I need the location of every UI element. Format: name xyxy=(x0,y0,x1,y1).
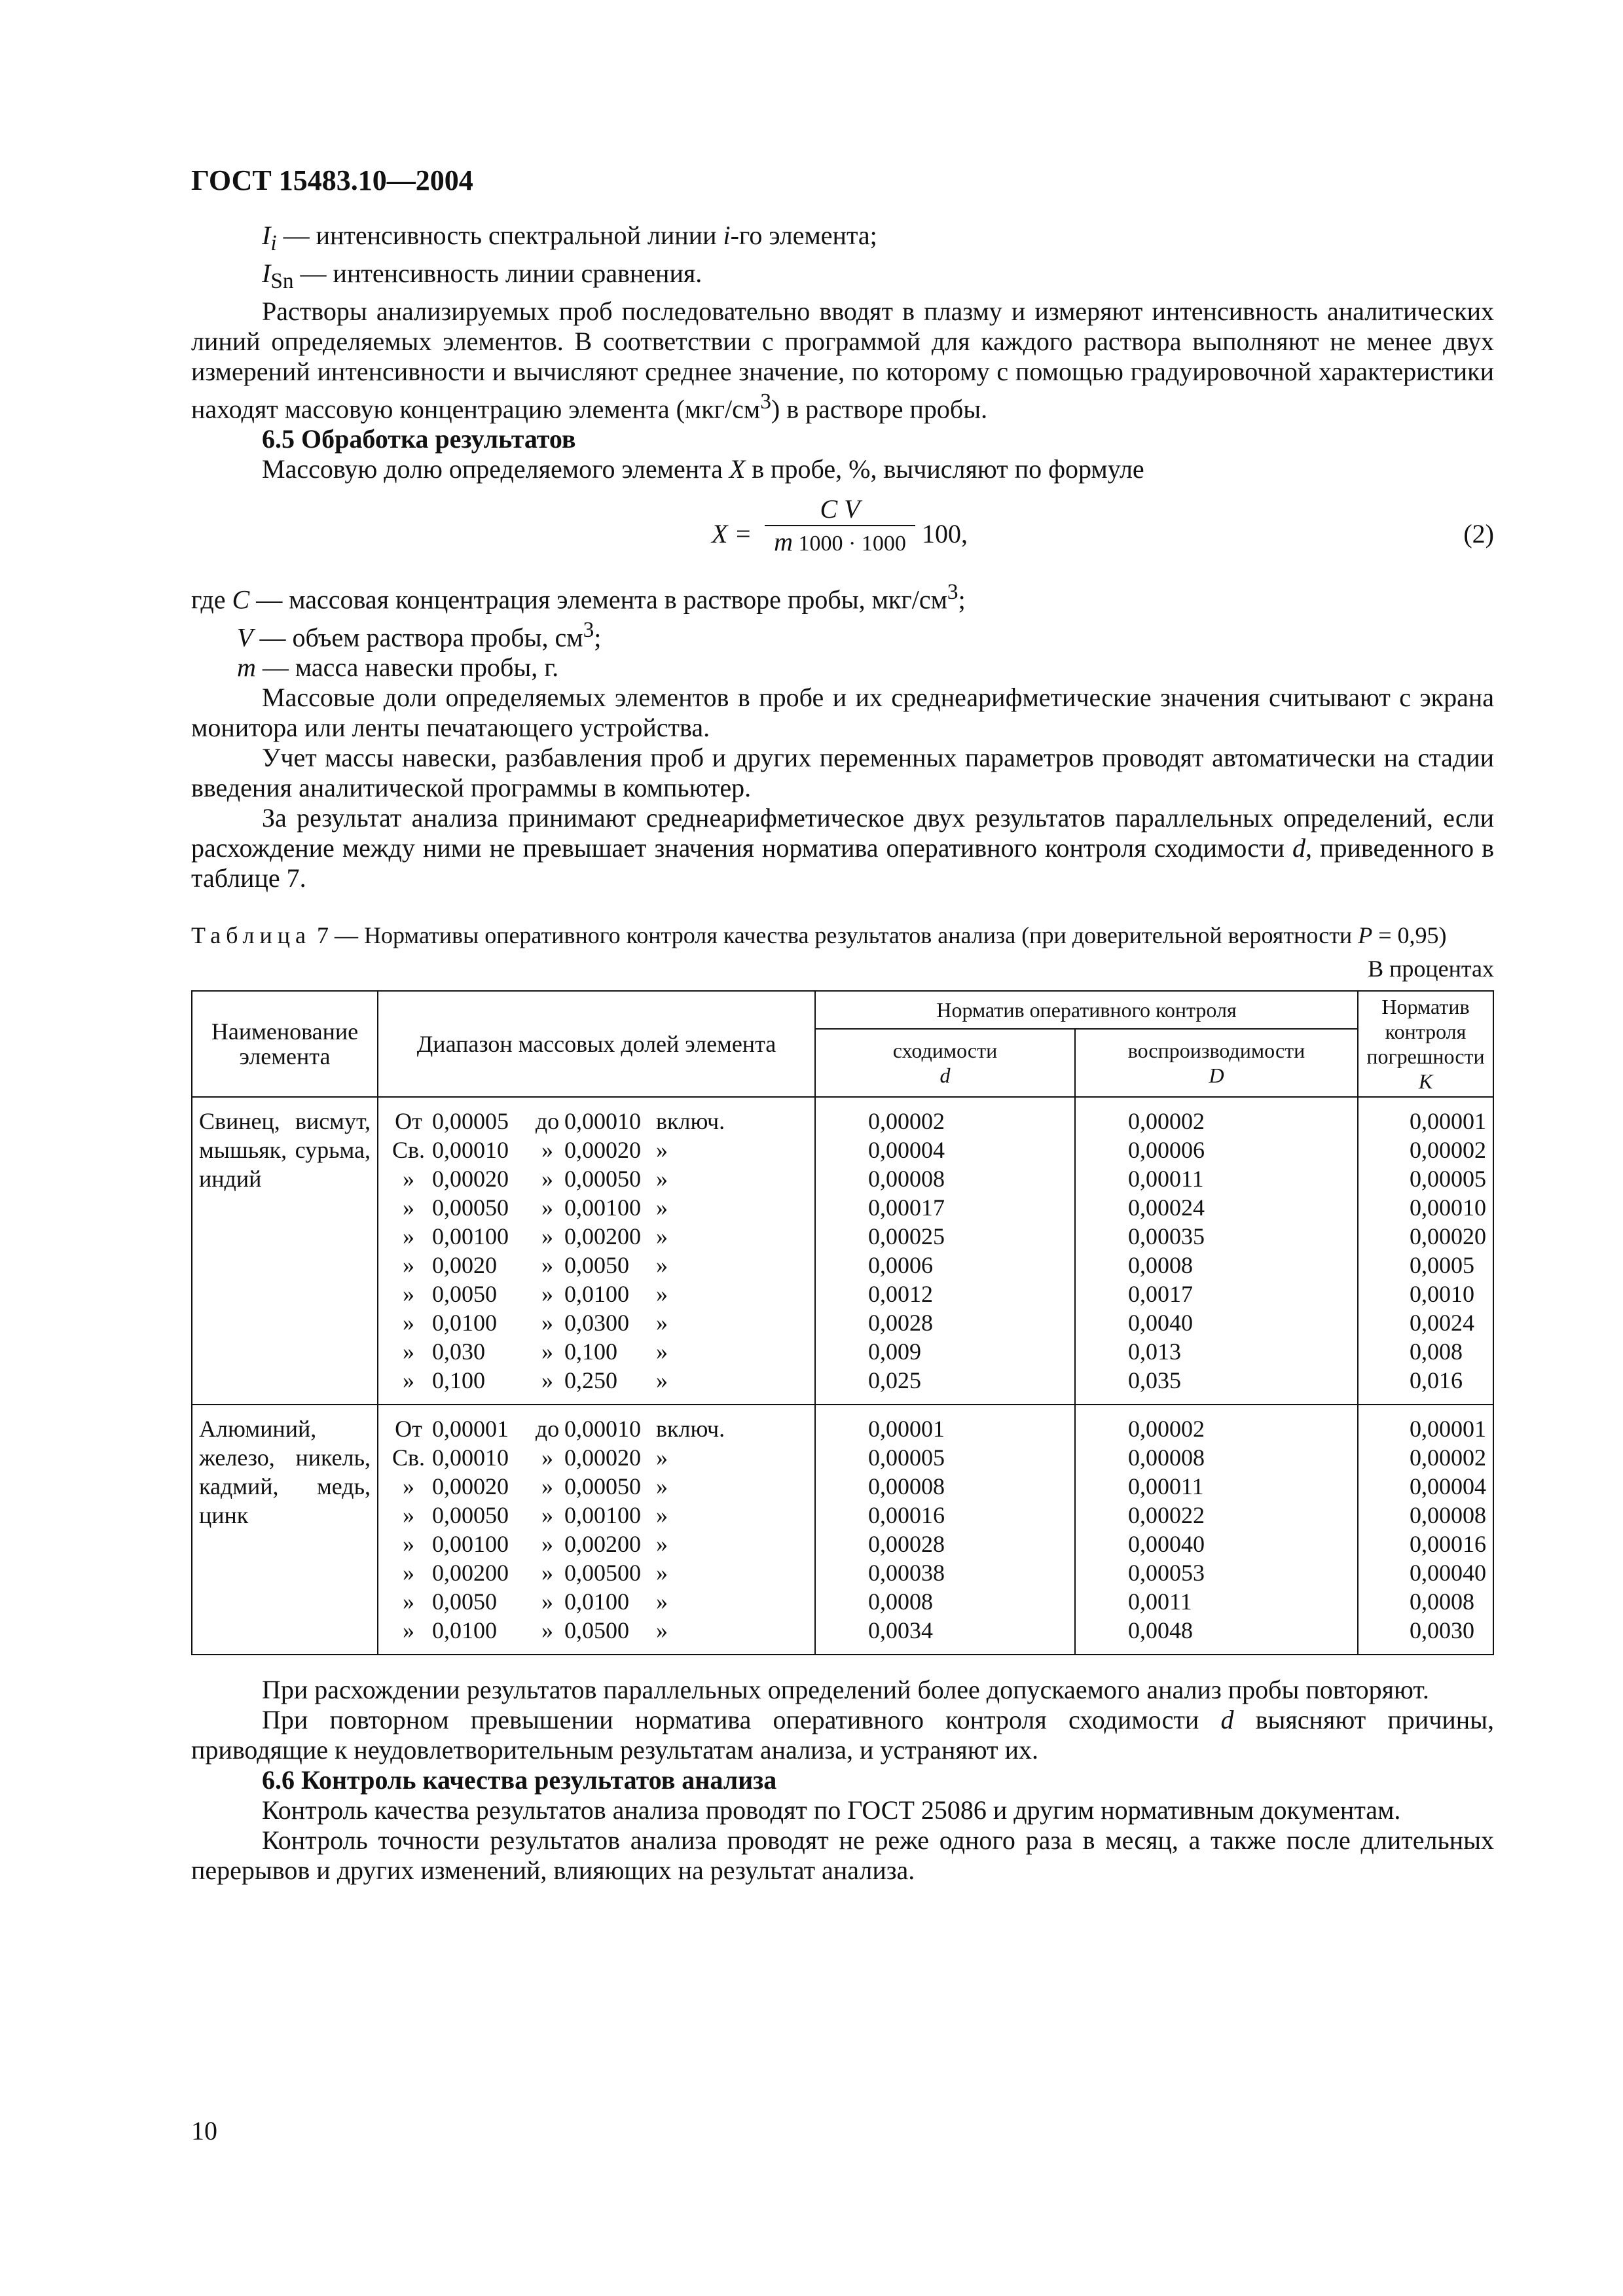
norm-value: 0,0030 xyxy=(1410,1617,1474,1643)
document-header: ГОСТ 15483.10—2004 xyxy=(191,164,473,196)
range-part-p: Св. xyxy=(392,1136,425,1163)
range-part-b: 0,00200 xyxy=(564,1530,641,1557)
range-part-a: 0,00005 xyxy=(432,1107,509,1134)
range-line xyxy=(385,1414,808,1443)
where-c: где C — массовая концентрация элемента в растворе пробы, мкг/$см^3$; xyxy=(191,580,966,615)
definition-ii: $I_i$ — интенсивность спектральной линии i-го элемента; xyxy=(262,221,877,255)
paragraph-display: Массовые доли определяемых элементов в пробе и их среднеарифметические значения считывают с экрана монитора или ленты печатающего устройства. xyxy=(191,682,1494,742)
range-part-e: » xyxy=(656,1136,668,1163)
range-line xyxy=(385,1337,808,1366)
range-part-b: 0,100 xyxy=(564,1338,617,1365)
range-part-e: включ. xyxy=(656,1107,725,1134)
norm-value: 0,00016 xyxy=(1410,1530,1486,1557)
norm-value: 0,0006 xyxy=(868,1251,933,1278)
cell-norm-D xyxy=(1075,1405,1358,1655)
page-number: 10 xyxy=(191,2116,217,2145)
norm-value: 0,00035 xyxy=(1128,1223,1205,1249)
range-part-b: 0,00020 xyxy=(564,1136,641,1163)
norm-value: 0,00001 xyxy=(1410,1107,1486,1134)
paragraph-repeat: При повторном превышении норматива оперативного контроля сходимости d выясняют причины, приводящие к неудовлетворительным результатам анализа, и устраняют их. xyxy=(191,1704,1495,1765)
range-part-m: до xyxy=(535,1415,560,1442)
norm-value: 0,00004 xyxy=(1410,1473,1486,1499)
formula-equals: = xyxy=(736,519,751,549)
range-line xyxy=(385,1366,808,1395)
range-line xyxy=(385,1136,808,1164)
formula-numerator: C V xyxy=(765,493,915,526)
range-part-b: 0,00010 xyxy=(564,1415,641,1442)
table-group-row xyxy=(192,1405,1493,1655)
header-operative-control: Норматив оперативного контроля xyxy=(815,991,1358,1029)
table-caption: Таблица 7 — Нормативы оперативного контроля качества результатов анализа (при доверительной вероятности P = 0,95) xyxy=(191,922,1447,948)
formula-lhs: X xyxy=(712,519,728,549)
range-part-a: 0,00020 xyxy=(432,1473,509,1499)
range-part-m: » xyxy=(541,1280,553,1307)
norm-value: 0,00008 xyxy=(868,1473,945,1499)
range-part-e: » xyxy=(656,1165,668,1192)
range-part-e: » xyxy=(656,1194,668,1221)
norm-value: 0,00002 xyxy=(1128,1415,1205,1442)
cell-norm-d xyxy=(815,1097,1075,1405)
norm-value: 0,0008 xyxy=(1410,1588,1474,1615)
range-part-a: 0,00020 xyxy=(432,1165,509,1192)
range-part-b: 0,0100 xyxy=(564,1280,629,1307)
norm-value: 0,0017 xyxy=(1128,1280,1193,1307)
formula-denominator: m 1000 · 1000 xyxy=(774,527,906,557)
cell-norm-K xyxy=(1358,1097,1493,1405)
norm-value: 0,00040 xyxy=(1128,1530,1205,1557)
norm-value: 0,00017 xyxy=(868,1194,945,1221)
norm-value: 0,035 xyxy=(1128,1367,1181,1393)
range-part-b: 0,00500 xyxy=(564,1559,641,1586)
norm-value: 0,0010 xyxy=(1410,1280,1474,1307)
range-line xyxy=(385,1616,808,1645)
norm-value: 0,00005 xyxy=(868,1444,945,1471)
range-part-a: 0,00100 xyxy=(432,1530,509,1557)
cell-norm-K xyxy=(1358,1405,1493,1655)
cell-range xyxy=(378,1097,815,1405)
range-part-e: » xyxy=(656,1338,668,1365)
range-part-a: 0,00001 xyxy=(432,1415,509,1442)
range-part-m: » xyxy=(541,1223,553,1249)
range-line xyxy=(385,1472,808,1501)
cell-range xyxy=(378,1405,815,1655)
table-group-row xyxy=(192,1097,1493,1405)
paragraph-formula-intro: Массовую долю определяемого элемента X в пробе, %, вычисляют по формуле xyxy=(262,454,1144,484)
section-heading-6-6: 6.6 Контроль качества результатов анализа xyxy=(262,1765,777,1795)
norm-value: 0,00002 xyxy=(868,1107,945,1134)
range-part-e: » xyxy=(656,1367,668,1393)
range-part-p: » xyxy=(403,1251,414,1278)
paragraph-auto: Учет массы навески, разбавления проб и других переменных параметров проводят автоматически на стадии введения аналитической программы в компьютер. xyxy=(191,742,1494,802)
norm-value: 0,00008 xyxy=(868,1165,945,1192)
range-part-a: 0,030 xyxy=(432,1338,485,1365)
norm-value: 0,0034 xyxy=(868,1617,933,1643)
norm-value: 0,0012 xyxy=(868,1280,933,1307)
range-part-p: » xyxy=(403,1530,414,1557)
range-part-e: включ. xyxy=(656,1415,725,1442)
range-part-e: » xyxy=(656,1223,668,1249)
cell-element-name: Алюминий, железо, никель, кадмий, медь, цинк xyxy=(192,1405,378,1655)
header-element-name: Наименование элемента xyxy=(192,991,378,1097)
range-part-p: » xyxy=(403,1309,414,1336)
range-part-b: 0,0050 xyxy=(564,1251,629,1278)
range-part-m: » xyxy=(541,1165,553,1192)
header-convergence: сходимости d xyxy=(815,1029,1075,1097)
where-m: m — масса навески пробы, г. xyxy=(237,652,559,682)
range-part-p: » xyxy=(403,1367,414,1393)
range-part-a: 0,00200 xyxy=(432,1559,509,1586)
range-part-m: » xyxy=(541,1338,553,1365)
range-part-m: » xyxy=(541,1617,553,1643)
range-part-b: 0,00100 xyxy=(564,1194,641,1221)
range-part-b: 0,00050 xyxy=(564,1165,641,1192)
norm-value: 0,009 xyxy=(868,1338,921,1365)
range-part-p: » xyxy=(403,1617,414,1643)
range-line xyxy=(385,1443,808,1472)
range-part-a: 0,100 xyxy=(432,1367,485,1393)
range-part-b: 0,00020 xyxy=(564,1444,641,1471)
cell-element-name: Свинец, висмут, мышьяк, сурьма, индий xyxy=(192,1097,378,1405)
definition-isn: $I_{Sn}$ — интенсивность линии сравнения. xyxy=(262,259,702,293)
norm-value: 0,00016 xyxy=(868,1501,945,1528)
range-part-e: » xyxy=(656,1280,668,1307)
norm-value: 0,00002 xyxy=(1410,1136,1486,1163)
norm-value: 0,0008 xyxy=(868,1588,933,1615)
range-part-a: 0,0020 xyxy=(432,1251,497,1278)
norm-value: 0,0011 xyxy=(1128,1588,1192,1615)
norm-value: 0,00011 xyxy=(1128,1165,1204,1192)
range-part-m: » xyxy=(541,1251,553,1278)
range-part-m: » xyxy=(541,1588,553,1615)
range-part-m: » xyxy=(541,1136,553,1163)
range-part-e: » xyxy=(656,1473,668,1499)
range-part-b: 0,0100 xyxy=(564,1588,629,1615)
norm-value: 0,0048 xyxy=(1128,1617,1193,1643)
norm-value: 0,00022 xyxy=(1128,1501,1205,1528)
range-part-a: 0,00050 xyxy=(432,1194,509,1221)
range-part-m: » xyxy=(541,1501,553,1528)
norm-value: 0,00010 xyxy=(1410,1194,1486,1221)
range-line xyxy=(385,1222,808,1251)
range-part-p: » xyxy=(403,1280,414,1307)
range-part-a: 0,0100 xyxy=(432,1309,497,1336)
range-part-a: 0,0050 xyxy=(432,1280,497,1307)
range-part-a: 0,0100 xyxy=(432,1617,497,1643)
document-page xyxy=(191,164,1494,1886)
norm-value: 0,0028 xyxy=(868,1309,933,1336)
norm-value: 0,0008 xyxy=(1128,1251,1193,1278)
range-part-b: 0,0500 xyxy=(564,1617,629,1643)
range-part-p: » xyxy=(403,1165,414,1192)
paragraph-result: За результат анализа принимают среднеарифметическое двух результатов параллельных определений, если расхождение между ними не превышает значения норматива оперативного контроля сходимости d, приведенного в таблице 7. xyxy=(191,802,1495,893)
range-part-a: 0,00100 xyxy=(432,1223,509,1249)
range-part-m: » xyxy=(541,1309,553,1336)
norm-value: 0,016 xyxy=(1410,1367,1463,1393)
range-part-p: Св. xyxy=(392,1444,425,1471)
header-range: Диапазон массовых долей элемента xyxy=(378,991,815,1097)
range-part-e: » xyxy=(656,1530,668,1557)
range-part-a: 0,0050 xyxy=(432,1588,497,1615)
range-part-p: » xyxy=(403,1338,414,1365)
range-part-e: » xyxy=(656,1559,668,1586)
cell-norm-d xyxy=(815,1405,1075,1655)
range-part-b: 0,0300 xyxy=(564,1309,629,1336)
range-line xyxy=(385,1308,808,1337)
range-part-e: » xyxy=(656,1617,668,1643)
norm-value: 0,00025 xyxy=(868,1223,945,1249)
range-part-e: » xyxy=(656,1251,668,1278)
norm-value: 0,00008 xyxy=(1410,1501,1486,1528)
range-part-p: От xyxy=(395,1107,422,1134)
range-part-b: 0,00010 xyxy=(564,1107,641,1134)
norm-value: 0,00011 xyxy=(1128,1473,1204,1499)
range-part-m: » xyxy=(541,1559,553,1586)
section-heading-6-5: 6.5 Обработка результатов xyxy=(262,424,576,454)
cell-norm-D xyxy=(1075,1097,1358,1405)
norm-value: 0,0005 xyxy=(1410,1251,1474,1278)
norm-value: 0,00028 xyxy=(868,1530,945,1557)
range-line xyxy=(385,1193,808,1222)
norm-value: 0,008 xyxy=(1410,1338,1463,1365)
range-line xyxy=(385,1530,808,1558)
range-part-p: » xyxy=(403,1473,414,1499)
norms-table xyxy=(191,990,1494,1655)
range-part-m: » xyxy=(541,1530,553,1557)
norm-value: 0,00004 xyxy=(868,1136,945,1163)
range-part-m: » xyxy=(541,1473,553,1499)
range-part-p: » xyxy=(403,1501,414,1528)
header-error-control: Норматив контроля погрешности K xyxy=(1358,991,1493,1097)
norm-value: 0,00002 xyxy=(1410,1444,1486,1471)
range-part-p: » xyxy=(403,1588,414,1615)
norm-value: 0,00040 xyxy=(1410,1559,1486,1586)
norm-value: 0,00053 xyxy=(1128,1559,1205,1586)
norm-value: 0,013 xyxy=(1128,1338,1181,1365)
norm-value: 0,0024 xyxy=(1410,1309,1474,1336)
formula-factor: 100, xyxy=(922,519,968,549)
norm-value: 0,0040 xyxy=(1128,1309,1193,1336)
range-line xyxy=(385,1501,808,1530)
range-part-a: 0,00010 xyxy=(432,1136,509,1163)
norm-value: 0,025 xyxy=(868,1367,921,1393)
range-line xyxy=(385,1251,808,1280)
range-part-e: » xyxy=(656,1501,668,1528)
formula-2 xyxy=(191,493,1494,571)
table-unit: В процентах xyxy=(1368,955,1494,982)
formula-number: (2) xyxy=(1463,519,1494,549)
norm-value: 0,00001 xyxy=(1410,1415,1486,1442)
range-part-e: » xyxy=(656,1588,668,1615)
range-part-e: » xyxy=(656,1309,668,1336)
paragraph-accuracy: Контроль точности результатов анализа проводят не реже одного раза в месяц, а также после длительных перерывов и других изменений, влияющих на результат анализа. xyxy=(191,1825,1494,1885)
norm-value: 0,00008 xyxy=(1128,1444,1205,1471)
where-v: V — объем раствора пробы, $см^3$; xyxy=(237,617,602,652)
range-part-b: 0,00200 xyxy=(564,1223,641,1249)
range-part-b: 0,00100 xyxy=(564,1501,641,1528)
range-line xyxy=(385,1587,808,1616)
range-part-m: » xyxy=(541,1367,553,1393)
paragraph-divergence: При расхождении результатов параллельных определений более допускаемого анализ пробы повторяют. xyxy=(262,1674,1429,1704)
norm-value: 0,00001 xyxy=(868,1415,945,1442)
range-part-b: 0,250 xyxy=(564,1367,617,1393)
range-line xyxy=(385,1164,808,1193)
range-part-b: 0,00050 xyxy=(564,1473,641,1499)
header-reproducibility: воспроизводимости D xyxy=(1075,1029,1358,1097)
range-line xyxy=(385,1558,808,1587)
range-part-m: до xyxy=(535,1107,560,1134)
formula-fraction xyxy=(765,493,915,560)
range-part-a: 0,00050 xyxy=(432,1501,509,1528)
range-part-m: » xyxy=(541,1444,553,1471)
paragraph-solutions: Растворы анализируемых проб последовательно вводят в плазму и измеряют интенсивность аналитических линий определяемых элементов. В соответствии с программой для каждого раствора выполняют не менее двух измерений интенсивности и вычисляют среднее значение, по которому с помощью градуировочной характеристики находят массовую концентрацию элемента $(мкг/см^3)$ в растворе пробы. xyxy=(191,296,1494,424)
range-part-p: » xyxy=(403,1194,414,1221)
range-line xyxy=(385,1107,808,1136)
range-part-a: 0,00010 xyxy=(432,1444,509,1471)
range-part-e: » xyxy=(656,1444,668,1471)
range-part-p: » xyxy=(403,1223,414,1249)
norm-value: 0,00024 xyxy=(1128,1194,1205,1221)
norm-value: 0,00002 xyxy=(1128,1107,1205,1134)
norm-value: 0,00038 xyxy=(868,1559,945,1586)
range-part-m: » xyxy=(541,1194,553,1221)
norm-value: 0,00020 xyxy=(1410,1223,1486,1249)
paragraph-qc: Контроль качества результатов анализа проводят по ГОСТ 25086 и другим нормативным документам. xyxy=(262,1795,1401,1825)
range-line xyxy=(385,1280,808,1308)
range-part-p: » xyxy=(403,1559,414,1586)
range-part-p: От xyxy=(395,1415,422,1442)
norm-value: 0,00005 xyxy=(1410,1165,1486,1192)
norm-value: 0,00006 xyxy=(1128,1136,1205,1163)
